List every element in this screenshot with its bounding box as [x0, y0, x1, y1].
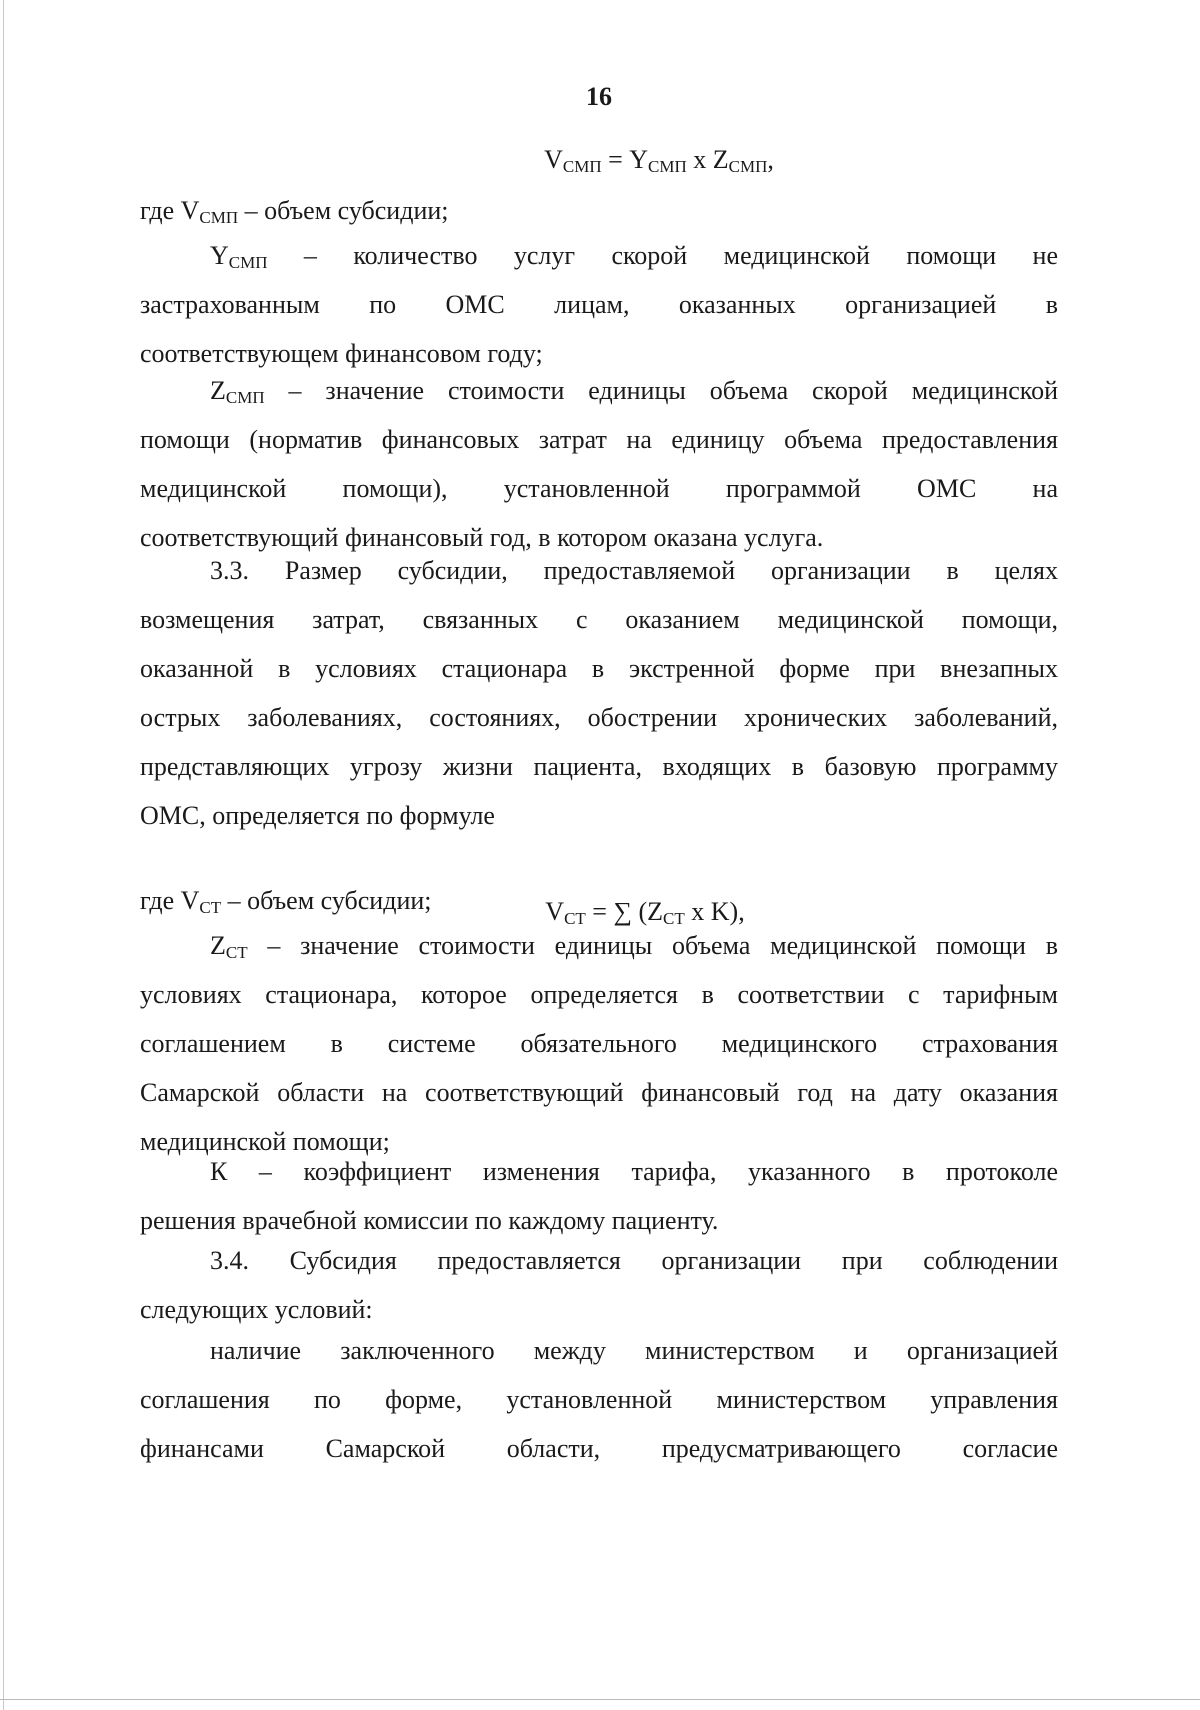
where-v-st: где $V_{СТ}$ – объем субсидии; — [140, 886, 432, 917]
definition-z-st: $Z_{СТ}$ – значение стоимости единицы объема медицинской помощи в условиях стационара, которое определяется в соответствии с тарифным соглашением в системе обязательного медицинского страхования Самарской области на соответствующий финансовый год на дату оказания медицинской помощи; — [140, 931, 1058, 1156]
formula-subsidy-st: $V_{СТ}$ = ∑ ($Z_{СТ}$ x K), — [545, 897, 745, 928]
paragraph-3-4: 3.4. Субсидия предоставляется организации при соблюдении следующих условий: — [140, 1246, 1058, 1324]
formula-subsidy-smp: $V_{СМП} = Y_{СМП}$ x $Z_{СМП}$, — [544, 145, 774, 176]
scan-edge-bottom — [0, 1699, 1200, 1700]
definition-k: К – коэффициент изменения тарифа, указанного в протоколе решения врачебной комиссии по каждому пациенту. — [140, 1157, 1058, 1235]
definition-y-smp: $Y_{СМП}$ – количество услуг скорой медицинской помощи не застрахованным по ОМС лицам, оказанных организацией в соответствующем финансовом году; — [140, 241, 1058, 368]
definition-z-smp: $Z_{СМП}$ – значение стоимости единицы объема скорой медицинской помощи (норматив финансовых затрат на единицу объема предоставления медицинской помощи), установленной программой ОМС на соответствующий финансовый год, в котором оказана услуга. — [140, 376, 1058, 552]
paragraph-3-3: 3.3. Размер субсидии, предоставляемой организации в целях возмещения затрат, связанных с оказанием медицинской помощи, оказанной в условиях стационара в экстренной форме при внезапных острых заболеваниях, состояниях, обострении хронических заболеваний, представляющих угрозу жизни пациента, входящих в базовую программу ОМС, определяется по формуле — [140, 556, 1058, 830]
page-number: 16 — [586, 82, 612, 111]
where-v-smp: где $V_{СМП}$ – объем субсидии; — [140, 196, 449, 227]
scan-edge-left — [3, 0, 4, 1710]
paragraph-condition: наличие заключенного между министерством и организацией соглашения по форме, установленной министерством управления финансами Самарской области, предусматривающего согласие — [140, 1336, 1058, 1463]
